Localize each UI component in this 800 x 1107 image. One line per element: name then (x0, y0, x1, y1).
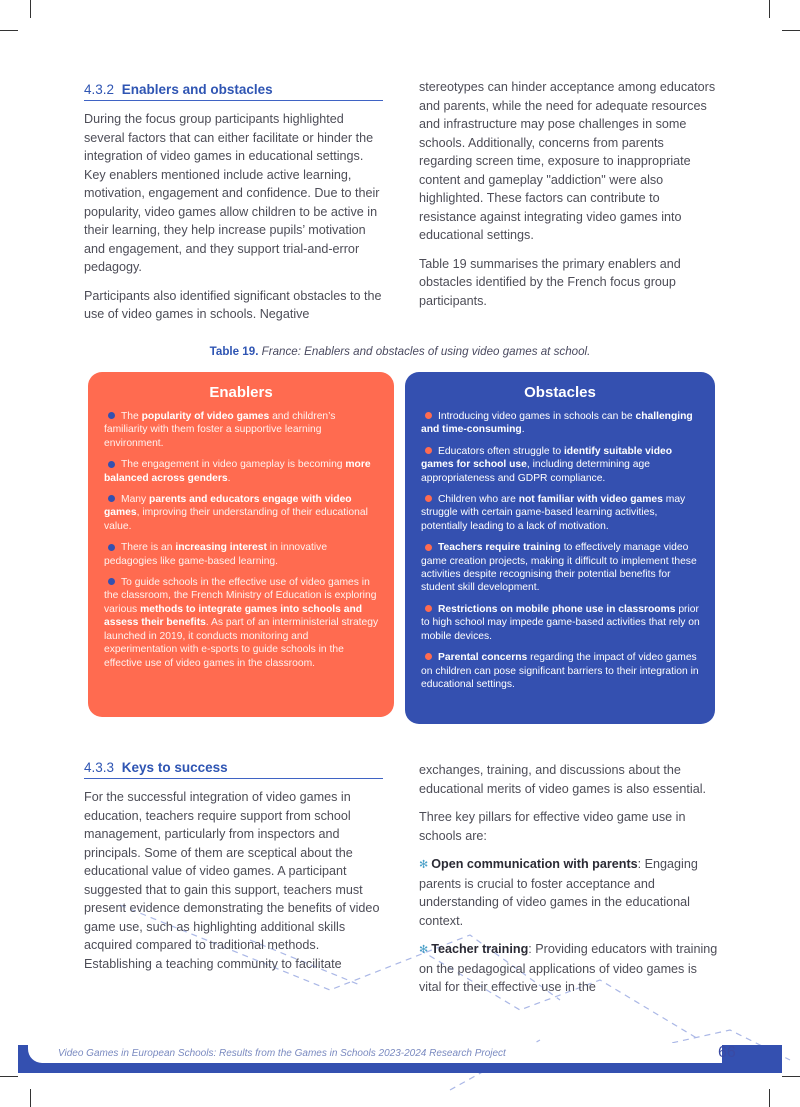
item-text: , including determining age appropriateness and GDPR compliance. (421, 459, 650, 484)
obstacles-title: Obstacles (524, 384, 596, 401)
paragraph: During the focus group participants highlighted several factors that can either facilitate or hinder the integration of video games in educational settings. Key enablers mentioned include active learning, motivation, engagement and confidence. Due to their popularity, video games allow children to be active in their learning, they help increase pupils’ motivation and engagement, and they support trial-and-error pedagogy. (84, 112, 380, 274)
obstacles-item (421, 651, 702, 691)
section-heading-keys (84, 760, 383, 779)
obstacles-item (421, 603, 702, 643)
left-column-text-2 (84, 788, 384, 983)
item-bold-text: methods to integrate games into schools and assess their benefits (104, 603, 363, 629)
item-text: may struggle with certain game-based learning activities, potentially leading to a lack of motivation. (421, 494, 686, 532)
section-heading-enablers (84, 82, 383, 101)
pillar-text: : Engaging parents is crucial to foster acceptance and understanding of video games in the educational context. (419, 857, 698, 928)
paragraph: exchanges, training, and discussions about the educational merits of video games is also essential. (419, 763, 707, 796)
item-text: Many (121, 494, 150, 506)
pillar-item (419, 940, 719, 997)
item-bold-text: increasing interest (175, 542, 267, 554)
enablers-item (104, 541, 381, 568)
pillar-item (419, 855, 719, 930)
paragraph: stereotypes can hinder acceptance among educators and parents, while the need for adequate resources and infrastructure may pose challenges in some schools. Additionally, concerns from parents regarding screen time, exposure to inappropriate content and gameplay "addiction" were also highlighted. These factors can contribute to resistance against integrating video games into educational settings. (419, 80, 716, 242)
bullet-dot-icon (425, 544, 432, 551)
enablers-box (88, 372, 394, 717)
section-title: Enablers and obstacles (121, 82, 273, 97)
page-number: 66 (718, 1044, 736, 1061)
section-number: 4.3.2 (84, 82, 115, 97)
enablers-item (104, 458, 381, 485)
enablers-item (104, 410, 381, 450)
paragraph: For the successful integration of video games in education, teachers require support from school management, particularly from inspectors and principals. Some of them are sceptical about the educational value of video games. A participant suggested that to gain this support, teachers must present evidence demonstrating the benefits of video game use, such as highlighting additional skills acquired compared to traditional methods. Establishing a teaching community to facilitate (84, 790, 380, 971)
item-text: and children’s familiarity with them foster a supportive learning environment. (104, 411, 336, 449)
obstacles-item (421, 445, 702, 485)
enablers-item (104, 576, 381, 670)
obstacles-item (421, 541, 702, 595)
bullet-dot-icon (108, 578, 115, 585)
table-label: Table 19. (209, 345, 259, 358)
table-caption (0, 345, 800, 358)
item-text: in innovative pedagogies like game-based learning. (104, 542, 328, 567)
bullet-dot-icon (425, 653, 432, 660)
bullet-dot-icon (425, 412, 432, 419)
obstacles-list (405, 410, 715, 691)
left-column-text (84, 110, 384, 334)
item-bold-text: Parental concerns (438, 652, 528, 664)
right-column-text-2 (419, 761, 719, 1007)
paragraph: Table 19 summarises the primary enablers and obstacles identified by the French focus group participants. (419, 256, 681, 308)
item-text: . (227, 472, 231, 484)
item-bold-text: Restrictions on mobile phone use in classrooms (438, 603, 676, 615)
paragraph: Three key pillars for effective video game use in schools are: (419, 810, 686, 843)
item-text: Children who are (438, 494, 519, 506)
item-bold-text: challenging and time-consuming (421, 411, 693, 436)
item-text: regarding the impact of video games on children can pose significant barriers to their integration in educational settings. (421, 652, 699, 690)
item-text: . As part of an interministerial strategy launched in 2019, it conducts monitoring and experimentation with e-sports to guide schools in the effective use of video games in the classroom. (104, 617, 379, 669)
item-bold-text: parents and educators engage with video games (104, 494, 352, 519)
item-text: . (521, 424, 525, 436)
obstacles-item (421, 410, 702, 437)
item-bold-text: Teachers require training (438, 542, 561, 554)
item-text: To guide schools in the effective use of video games in the classroom, the French Ministry of Education is exploring various (104, 577, 377, 615)
pillar-bold: Open communication with parents (431, 857, 638, 871)
item-text: , improving their understanding of their educational value. (104, 507, 368, 532)
item-text: to effectively manage video game creation projects, making it difficult to implement these activities despite recognising their potential benefits for student skill development. (421, 542, 697, 594)
bullet-dot-icon (108, 461, 115, 468)
item-text: The engagement in video gameplay is becoming (121, 459, 346, 471)
bullet-dot-icon (108, 495, 115, 502)
bullet-dot-icon (425, 605, 432, 612)
enablers-list (88, 410, 394, 670)
bullet-dot-icon (425, 495, 432, 502)
item-bold-text: not familiar with video games (518, 494, 663, 506)
star-icon: ✻ (419, 944, 429, 956)
bullet-dot-icon (425, 447, 432, 454)
obstacles-box (405, 372, 715, 724)
obstacles-item (421, 493, 702, 533)
item-bold-text: popularity of video games (141, 411, 270, 422)
paragraph: Participants also identified significant obstacles to the use of video games in schools. Negative (84, 288, 382, 321)
pillar-bold: Teacher training (431, 942, 529, 956)
bullet-dot-icon (108, 412, 115, 419)
item-text: prior to high school may impede game-based activities that rely on mobile devices. (421, 603, 700, 642)
section-title: Keys to success (121, 760, 228, 775)
item-bold-text: more balanced across genders (104, 459, 371, 484)
star-icon: ✻ (419, 859, 429, 871)
item-text: Educators often struggle to (438, 445, 564, 457)
enablers-item (104, 493, 381, 533)
enablers-title: Enablers (209, 384, 273, 401)
table-caption-text: France: Enablers and obstacles of using video games at school. (261, 345, 591, 358)
bullet-dot-icon (108, 544, 115, 551)
section-number: 4.3.3 (84, 760, 115, 775)
item-text: Introducing video games in schools can be (438, 411, 636, 422)
right-column-text (419, 78, 719, 320)
item-text: There is an (121, 542, 176, 554)
pillar-text: : Providing educators with training on the pedagogical applications of video games is vital for their effective use in the (419, 942, 718, 994)
item-bold-text: identify suitable video games for school use (421, 445, 673, 471)
item-text: The (121, 411, 142, 422)
footer-text: Video Games in European Schools: Results from the Games in Schools 2023-2024 Research Project (58, 1048, 506, 1059)
